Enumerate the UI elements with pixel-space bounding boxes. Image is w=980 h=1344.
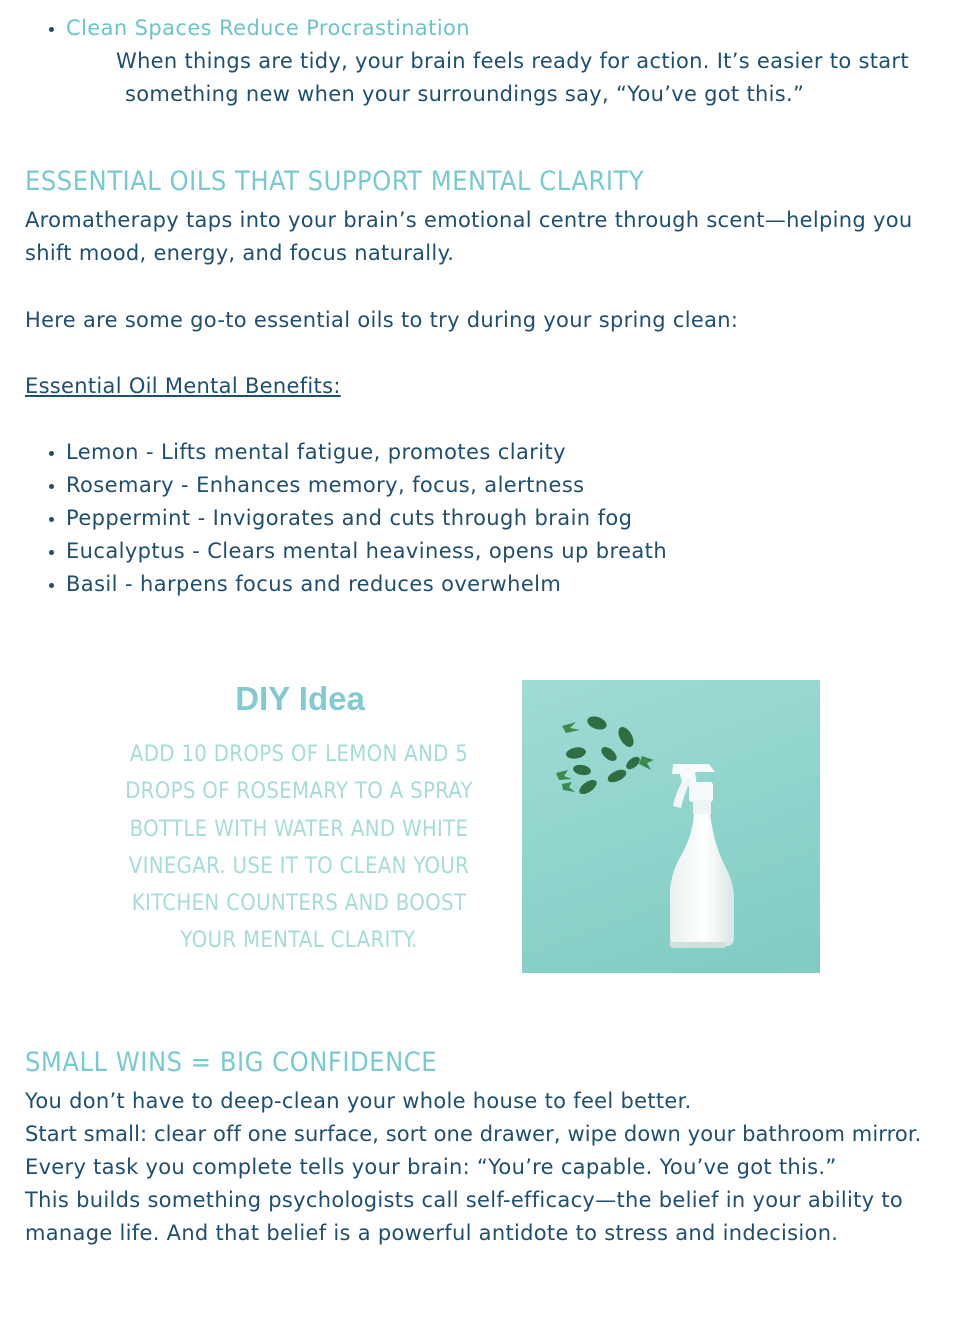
list-item: • Rosemary - Enhances memory, focus, alertness	[66, 469, 980, 502]
list-item: • Eucalyptus - Clears mental heaviness, opens up breath	[66, 535, 980, 568]
wins-line: You don’t have to deep-clean your whole house to feel better.	[25, 1089, 692, 1113]
oils-paragraph: Aromatherapy taps into your brain’s emotional centre through scent—helping you shift mood, energy, and focus naturally.	[25, 208, 913, 265]
wins-paragraph	[25, 1085, 965, 1250]
oils-list-title-text: Essential Oil Mental Benefits:	[25, 374, 341, 398]
wins-line: This builds something psychologists call self-efficacy—the belief in your ability to	[25, 1188, 904, 1212]
list-item: • Basil - harpens focus and reduces overwhelm	[66, 568, 980, 601]
oil-benefits-list	[0, 436, 980, 601]
spray-bottle-icon	[522, 680, 820, 973]
intro-desc-line: When things are tidy, your brain feels ready for action. It’s easier to start	[116, 49, 909, 73]
list-item: • Lemon - Lifts mental fatigue, promotes clarity	[66, 436, 980, 469]
intro-desc-line: something new when your surroundings say, “You’ve got this.”	[125, 82, 805, 106]
wins-line: manage life. And that belief is a powerful antidote to stress and indecision.	[25, 1221, 839, 1245]
intro-list	[0, 12, 980, 45]
oils-section-heading: ESSENTIAL OILS THAT SUPPORT MENTAL CLARITY	[25, 166, 645, 197]
wins-line: Start small: clear off one surface, sort one drawer, wipe down your bathroom mirror.	[25, 1122, 922, 1146]
intro-description	[116, 45, 936, 111]
spray-bottle-photo	[522, 680, 820, 973]
diy-title: DIY Idea	[235, 680, 365, 717]
list-item: • Peppermint - Invigorates and cuts through brain fog	[66, 502, 980, 535]
diy-text: ADD 10 DROPS OF LEMON AND 5 DROPS OF ROSEMARY TO A SPRAY BOTTLE WITH WATER AND WHITE VINEGAR. USE IT TO CLEAN YOUR KITCHEN COUNTERS AND BOOST YOUR MENTAL CLARITY.	[125, 742, 473, 954]
wins-section-heading: SMALL WINS = BIG CONFIDENCE	[25, 1047, 438, 1078]
oils-lead: Here are some go-to essential oils to try during your spring clean:	[25, 308, 739, 332]
intro-bullet-title: • Clean Spaces Reduce Procrastination	[66, 12, 980, 45]
wins-line: Every task you complete tells your brain: “You’re capable. You’ve got this.”	[25, 1155, 837, 1179]
oils-list-title	[25, 370, 955, 403]
